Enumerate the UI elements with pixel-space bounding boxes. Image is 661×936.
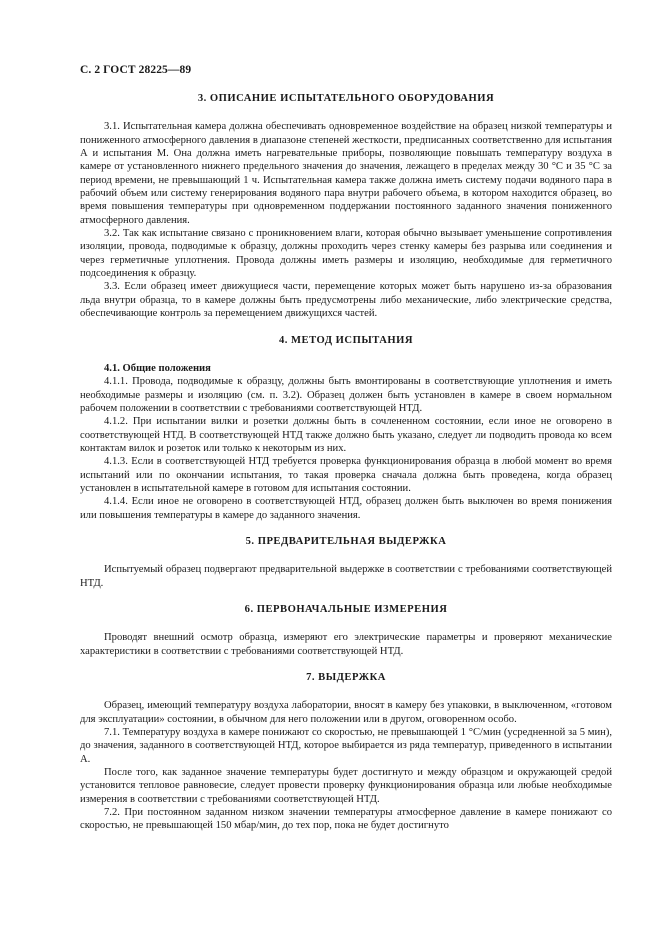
paragraph-4-1-4: 4.1.4. Если иное не оговорено в соответствующей НТД, образец должен быть выключен во время понижения или повышения температуры в камере до заданного значения. (80, 496, 612, 521)
paragraph-7-2: 7.2. При постоянном заданном низком значении температуры атмосферное давление в камере понижают со скоростью, не превышающей 150 мбар/мин, до тех пор, пока не будет достигнуто (80, 807, 612, 832)
section-3-title: 3. ОПИСАНИЕ ИСПЫТАТЕЛЬНОГО ОБОРУДОВАНИЯ (197, 93, 495, 104)
section-5-title: 5. ПРЕДВАРИТЕЛЬНАЯ ВЫДЕРЖКА (245, 535, 447, 547)
paragraph-3-3: 3.3. Если образец имеет движущиеся части, перемещение которых может быть нарушено из-за образования льда внутри образца, то в камере должны быть предусмотрены либо механические, либо электрические средства, обеспечивающие контроль за перемещением движущихся частей. (80, 281, 612, 320)
paragraph-7-intro: Образец, имеющий температуру воздуха лаборатории, вносят в камеру без упаковки, в выключенном, «готовом для эксплуатации» состоянии, в обычном для него положении или в другом, оговоренном особо. (80, 700, 612, 725)
document-body (80, 92, 612, 833)
subsection-4-1-title: 4.1. Общие положения (104, 362, 211, 374)
paragraph-3-2: 3.2. Так как испытание связано с проникновением влаги, которая обычно вызывает уменьшение сопротивления изоляции, провода, подводимые к образцу, должны проходить через стенку камеры без разрыва или соединения и через герметичные уплотнения. Провода должны иметь размеры и изоляцию, необходимые для герметичного подсоединения к образцу. (80, 228, 612, 280)
section-7-title: 7. ВЫДЕРЖКА (306, 672, 386, 684)
paragraph-4-1-3: 4.1.3. Если в соответствующей НТД требуется проверка функционирования образца в любой момент во время испытаний или по окончании испытания, то такая проверка сначала должна быть проведена, когда образец установлен в испытательной камере в готовом для испытания состоянии. (80, 456, 612, 494)
section-4-title: 4. МЕТОД ИСПЫТАНИЯ (278, 334, 414, 346)
paragraph-6: Проводят внешний осмотр образца, измеряют его электрические параметры и проверяют механические характеристики в соответствии с требованиями соответствующей НТД. (80, 632, 612, 657)
paragraph-4-1-1: 4.1.1. Провода, подводимые к образцу, должны быть вмонтированы в соответствующие уплотнения и иметь необходимые размеры и изоляцию (см. п. 3.2). Образец должен быть установлен в камере в своем нормальном рабочем положении в соответствии с требованиями соответствующей НТД. (80, 376, 612, 414)
page-header: С. 2 ГОСТ 28225—89 (80, 64, 192, 76)
paragraph-7-1: 7.1. Температуру воздуха в камере понижают со скоростью, не превышающей 1 °С/мин (усредненной за 5 мин), до значения, заданного в соответствующей НТД, которое выбирается из ряда температур, приведенного в испытании А. (80, 727, 612, 765)
paragraph-7-1-cont: После того, как заданное значение температуры будет достигнуто и между образцом и окружающей средой установится тепловое равновесие, следует провести проверку функционирования образца или любые необходимые измерения в соответствии с требованиями соответствующей НТД. (80, 767, 612, 805)
paragraph-3-1: 3.1. Испытательная камера должна обеспечивать одновременное воздействие на образец низкой температуры и пониженного атмосферного давления в диапазоне степеней жесткости, предписанных соответственно для испытания А и испытания М. Она должна иметь нагревательные приборы, позволяющие повышать температуру воздуха в камере от установленного нижнего предельного значения до значения, лежащего в пределах между 30 °С и 35 °С за период времени, не превышающий 1 ч. Испытательная камера также должна иметь систему подачи водяного пара в рабочий объем или систему генерирования водяного пара внутри рабочего объема, в котором находится образец, во время повышения температуры при одновременном поддержании постоянного заданного значения пониженного атмосферного давления. (80, 121, 612, 226)
paragraph-5: Испытуемый образец подвергают предварительной выдержке в соответствии с требованиями соответствующей НТД. (80, 564, 612, 589)
paragraph-4-1-2: 4.1.2. При испытании вилки и розетки должны быть в сочлененном состоянии, если иное не оговорено в соответствующей НТД. В соответствующей НТД также должно быть указано, следует ли подводить провода ко всем контактам вилок и розеток или только к некоторым из них. (80, 416, 612, 454)
section-6-title: 6. ПЕРВОНАЧАЛЬНЫЕ ИЗМЕРЕНИЯ (244, 604, 448, 615)
